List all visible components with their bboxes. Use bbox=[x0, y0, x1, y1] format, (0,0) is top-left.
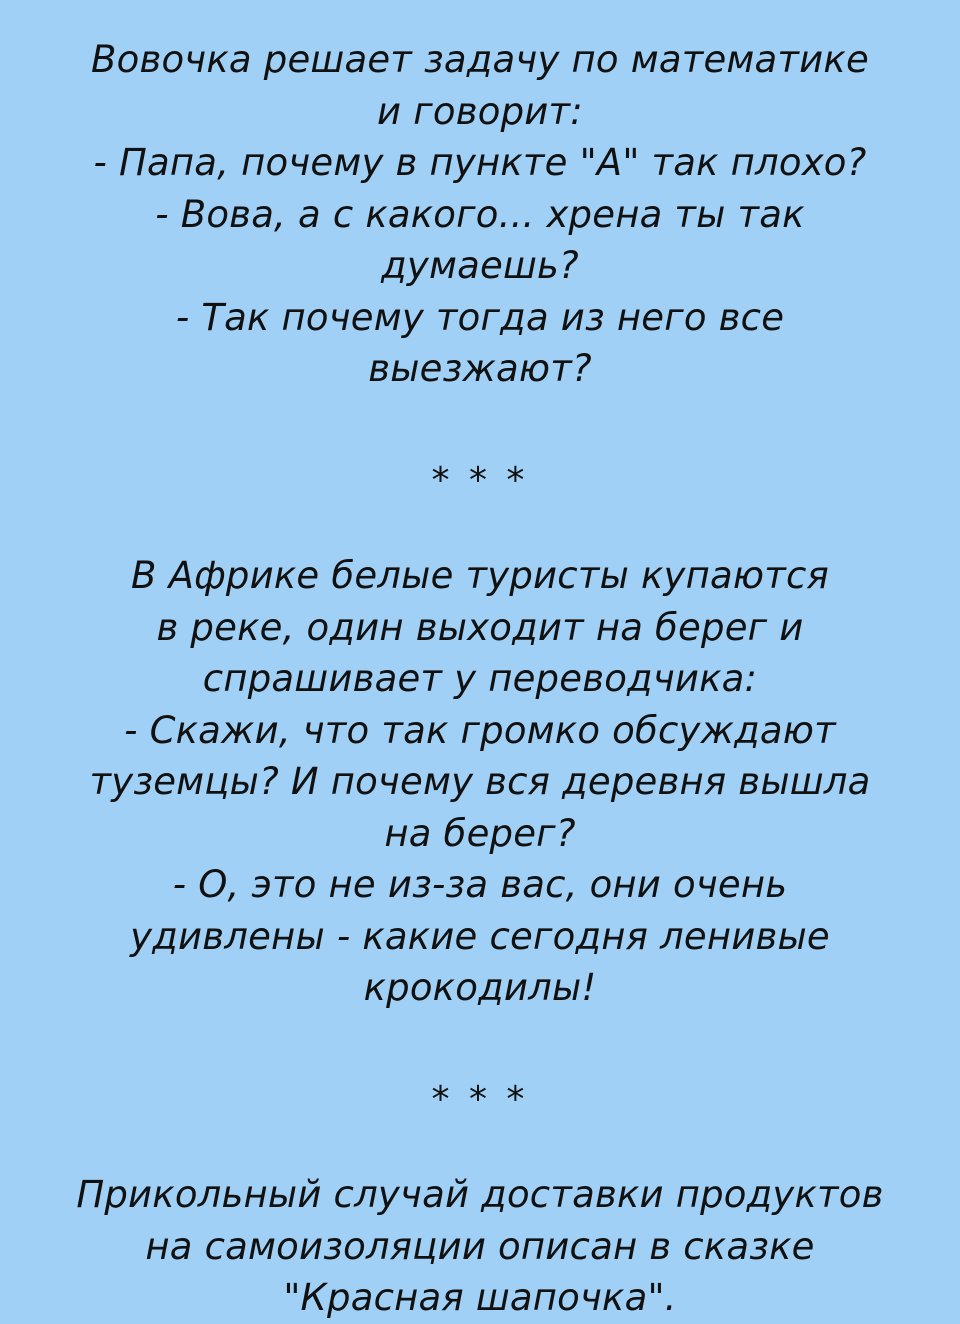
joke-1-line: - Так почему тогда из него все bbox=[175, 295, 785, 339]
joke-1-line: - Папа, почему в пункте "А" так плохо? bbox=[93, 141, 867, 184]
joke-2-line: в реке, один выходит на берег и bbox=[156, 605, 804, 649]
joke-1 bbox=[0, 34, 960, 395]
joke-2-line: туземцы? И почему вся деревня вышла bbox=[89, 760, 871, 803]
joke-1-line: и говорит: bbox=[377, 89, 583, 133]
joke-2-line: крокодилы! bbox=[363, 966, 597, 1009]
separator-1: * * * bbox=[431, 459, 529, 501]
joke-3-line: "Красная шапочка". bbox=[283, 1276, 677, 1319]
joke-2-line: на берег? bbox=[384, 811, 576, 855]
joke-1-line: думаешь? bbox=[381, 244, 579, 287]
joke-2-line: В Африке белые туристы купаются bbox=[131, 554, 829, 597]
joke-3-line: Прикольный случай доставки продуктов bbox=[76, 1173, 884, 1216]
joke-2-line: спрашивает у переводчика: bbox=[202, 657, 758, 700]
joke-1-line: Вовочка решает задачу по математике bbox=[91, 38, 869, 81]
joke-2 bbox=[0, 550, 960, 1014]
joke-1-line: - Вова, а с какого... хрена ты так bbox=[155, 192, 805, 236]
joke-2-line: - О, это не из-за вас, они очень bbox=[172, 863, 788, 906]
joke-3-line: на самоизоляции описан в сказке bbox=[145, 1224, 815, 1268]
joke-1-line: выезжают? bbox=[368, 347, 592, 390]
joke-2-line: - Скажи, что так громко обсуждают bbox=[124, 708, 836, 752]
separator-2: * * * bbox=[431, 1078, 529, 1120]
joke-3 bbox=[0, 1169, 960, 1324]
joke-2-line: удивлены - какие сегодня ленивые bbox=[130, 914, 830, 958]
